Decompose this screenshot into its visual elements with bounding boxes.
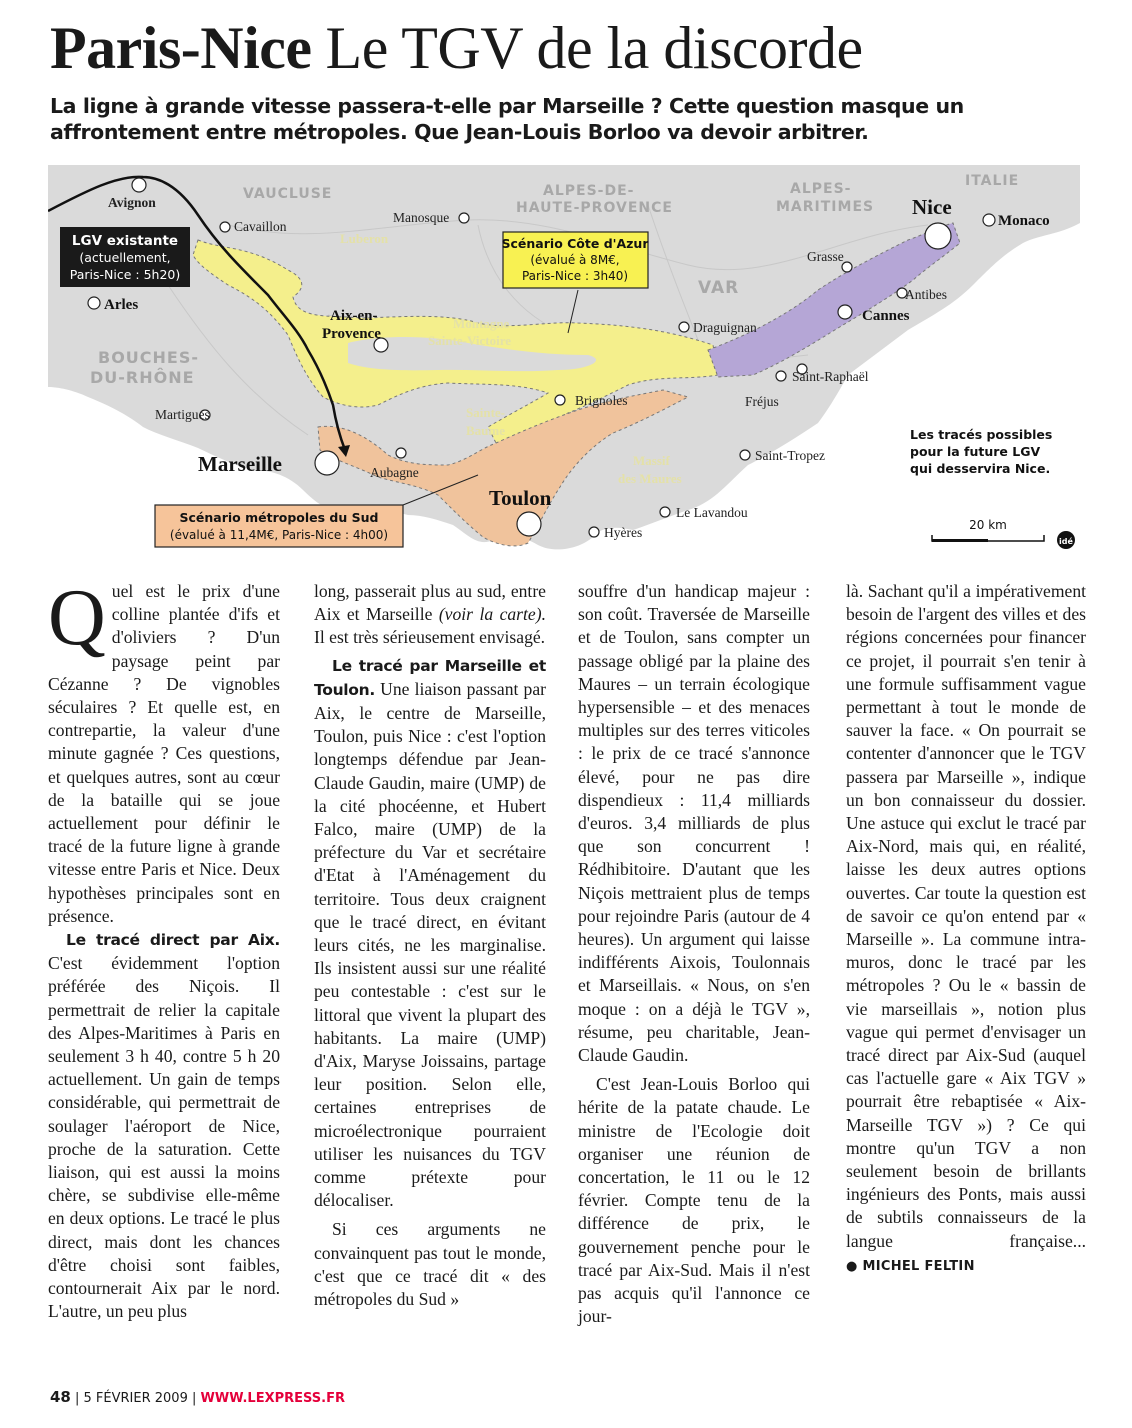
- region-bdr-2: DU-RHÔNE: [90, 368, 195, 387]
- marker-hyeres: [589, 527, 599, 537]
- lede: La ligne à grande vitesse passera-t-elle par Marseille ? Cette question masque un affrontement entre métropoles. Que Jean-Louis Borloo va devoir arbitrer.: [50, 94, 964, 144]
- relief-sainte-baume-1: Sainte-: [466, 405, 505, 420]
- map-caption-1: Les tracés possibles: [910, 427, 1053, 442]
- col2-paragraph-1c: Il est très sérieusement envisagé.: [314, 627, 546, 648]
- issue-date: 5 FÉVRIER 2009: [83, 1391, 188, 1406]
- region-alpes-hp-2: HAUTE-PROVENCE: [516, 200, 673, 216]
- label-aix-2: Provence: [322, 326, 381, 342]
- label-draguignan: Draguignan: [693, 320, 757, 335]
- label-toulon: Toulon: [489, 486, 552, 510]
- label-saintraphael: Saint-Raphaël: [792, 369, 869, 384]
- article-column-2: [314, 580, 546, 1311]
- marker-cavaillon: [220, 222, 230, 232]
- region-alpes-m-2: MARITIMES: [776, 199, 875, 215]
- legend-lgv-existante: [60, 227, 190, 287]
- marker-draguignan: [679, 322, 689, 332]
- label-marseille: Marseille: [198, 452, 282, 476]
- label-aix-1: Aix-en-: [330, 308, 378, 324]
- marker-frejus: [776, 371, 786, 381]
- marker-aubagne: [396, 448, 406, 458]
- marker-lavandou: [660, 507, 670, 517]
- marker-monaco: [983, 214, 995, 226]
- label-arles: Arles: [104, 297, 139, 313]
- region-vaucluse: VAUCLUSE: [243, 186, 333, 202]
- author-name: MICHEL FELTIN: [862, 1258, 975, 1274]
- marker-avignon: [132, 178, 146, 192]
- marker-cannes: [838, 305, 852, 319]
- col2-paragraph-2: Une liaison passant par Aix, le centre de Marseille, Toulon, puis Nice : c'est l'option longtemps défendue par Jean-Claude Gaudin, maire (UMP) de la cité phocéenne, et Hubert Falco, maire (UMP) de la préfecture du Var et secrétaire d'Etat à l'Aménagement du territoire. Tous deux craignent que le tracé direct, en évitant leurs cités, ne les marginalise. Ils insistent aussi sur une réalité peu contestable : c'est sur le littoral que vivent la plupart des habitants. La maire (UMP) d'Aix, Maryse Joissains, partage leur position. Selon elle, certaines entreprises de microélectronique pourraient utiliser les nuisances du TGV comme prétexte pour délocaliser.: [314, 678, 546, 1211]
- col2-paragraph-3: Si ces arguments ne convainquent pas tout le monde, c'est que ce tracé dit « des métropoles du Sud »: [314, 1219, 546, 1310]
- marker-manosque: [459, 213, 469, 223]
- region-bdr-1: BOUCHES-: [98, 348, 200, 367]
- relief-sainte-victoire-1: Montagne: [453, 316, 510, 331]
- lgv-title: LGV existante: [71, 233, 179, 249]
- marker-nice: [925, 223, 951, 249]
- label-avignon: Avignon: [108, 195, 156, 210]
- article-body: [48, 574, 1088, 1400]
- label-manosque: Manosque: [393, 210, 450, 225]
- cote-line2: Paris-Nice : 3h40): [521, 269, 629, 283]
- label-brignoles: Brignoles: [575, 393, 628, 408]
- headline-part2: Le TGV de la discorde: [325, 15, 863, 81]
- relief-maures-1: Massif: [633, 453, 670, 468]
- cote-title: Scénario Côte d'Azur: [501, 236, 649, 251]
- article-column-1: [48, 574, 280, 1324]
- marker-brignoles: [555, 395, 565, 405]
- map-caption-2: pour la future LGV: [910, 444, 1041, 459]
- headline-part1: Paris-Nice: [50, 15, 312, 81]
- col3-paragraph-1: souffre d'un handicap majeur : son coût. Traversée de Marseille et de Toulon, sans compter un passage obligé par la plaine des Maures – un terrain écologique hypersensible – et des menaces multiples sur des terres viticoles : le prix de ce tracé s'annonce élevé, pour ne pas dire dispendieux : 11,4 milliards d'euros. 3,4 milliards de plus que son concurrent ! Rédhibitoire. D'autant que les Niçois mettraient plus de temps pour rejoindre Paris (autour de 4 heures). Un argument qui laisse indifférents Aixois, Toulonnais et Marseillais. « Nous, on s'en moque : on a déjà le TGV », résume, peu charitable, Jean-Claude Gaudin.: [578, 581, 810, 1066]
- relief-sainte-baume-2: Baume: [466, 423, 505, 438]
- dropcap: Q: [48, 574, 106, 662]
- website-link[interactable]: WWW.LEXPRESS.FR: [200, 1391, 345, 1406]
- map-caption-3: qui desservira Nice.: [910, 461, 1051, 476]
- label-sainttropez: Saint-Tropez: [755, 448, 825, 463]
- marker-marseille: [315, 451, 339, 475]
- headline: [50, 15, 863, 81]
- label-frejus: Fréjus: [745, 394, 779, 409]
- col3-paragraph-2: C'est Jean-Louis Borloo qui hérite de la patate chaude. Le ministre de l'Ecologie doit organiser une réunion de concertation, le 11 ou le 12 février. Compte tenu de la différence de prix, le gouvernement penche pour le tracé par Aix-Sud. Mais il n'est pas acquis qu'il l'annonce ce jour-: [578, 1074, 810, 1327]
- region-italie: ITALIE: [965, 173, 1020, 189]
- region-alpes-hp-1: ALPES-DE-: [543, 183, 635, 199]
- marker-toulon: [517, 512, 541, 536]
- relief-luberon: Luberon: [340, 231, 389, 246]
- subhead-trace-marseille: Le tracé par Marseille et Toulon.: [314, 656, 546, 699]
- lgv-line2: Paris-Nice : 5h20): [69, 267, 181, 282]
- region-var: VAR: [698, 278, 740, 298]
- page-footer: 48 | 5 FÉVRIER 2009 | WWW.LEXPRESS.FR: [50, 1388, 345, 1406]
- label-hyeres: Hyères: [604, 525, 643, 540]
- author-byline: ● MICHEL FELTIN: [846, 1258, 975, 1274]
- label-grasse: Grasse: [807, 249, 844, 264]
- col1-paragraph-2: C'est évidemment l'option préférée des Niçois. Il permettrait de relier la capitale des Alpes-Maritimes à Paris en seulement 3 h 40, contre 5 h 20 actuellement. Un gain de temps considérable, qui permettrait de soulager l'aéroport de Nice, proche de la saturation. Cette liaison, qui est aussi la moins chère, se subdivise elle-même en deux options. Le tracé le plus direct, mais dont les chances d'être choisi sont faibles, contournerait Aix par le nord. L'autre, un peu plus: [48, 953, 280, 1322]
- marker-sainttropez: [740, 450, 750, 460]
- relief-sainte-victoire-2: Sainte-Victoire: [428, 333, 512, 348]
- lgv-line1: (actuellement,: [79, 250, 171, 265]
- route-map: [48, 165, 1080, 563]
- col2-see-map: (voir la carte).: [438, 604, 546, 625]
- article-column-3: [578, 580, 810, 1329]
- label-cannes: Cannes: [862, 308, 910, 324]
- col4-paragraph-1: là. Sachant qu'il a impérativement besoin de l'argent des villes et des régions concernées pour financer ce projet, il pourrait s'en tenir à une formule suffisamment vague permettant à tout le monde de sauver la face. « On pourrait se contenter d'annoncer que le TGV passera par Marseille », indique un bon connaisseur du dossier. Une astuce qui exclut le tracé par Aix-Nord, mais qui, en réalité, laisse les deux autres options ouvertes. Car toute la question est de savoir ce qu'on entend par « Marseille ». La commune intra-muros, donc le tracé par les métropoles ? Ou le « bassin de vie marseillais », notion plus vague qui permet d'envisager un tracé direct par Aix-Sud (auquel cas l'actuelle gare « Aix TGV » pourrait être rebaptisée « Aix-Marseille TGV ») ? Ce qui montre qu'un TGV a non seulement besoin de brillants ingénieurs des Ponts, mais aussi de subtils connaisseurs de la langue française...: [846, 581, 1086, 1251]
- subhead-trace-direct: Le tracé direct par Aix.: [66, 931, 280, 950]
- credit-text: idé: [1059, 537, 1073, 546]
- col2-paragraph-1a: long, passerait plus au sud, entre Aix et Marseille: [314, 581, 546, 625]
- cote-line1: (évalué à 8M€,: [530, 253, 620, 267]
- label-nice: Nice: [912, 195, 952, 219]
- metro-line1: (évalué à 11,4M€, Paris-Nice : 4h00): [169, 528, 389, 542]
- col1-paragraph-1: uel est le prix d'une colline plantée d'ifs et d'oliviers ? D'un paysage peint par Cézanne ? De vignobles séculaires ? Et quelle est, en contrepartie, la valeur d'une minute gagnée ? Ces questions, et quelques autres, sont au cœur de la bataille qui se joue actuellement pour définir le tracé de la future ligne à grande vitesse entre Paris et Nice. Deux hypothèses principales sont en présence.: [48, 581, 280, 926]
- article-column-4: [846, 580, 1086, 1278]
- region-alpes-m-1: ALPES-: [790, 181, 852, 197]
- page-number: 48: [50, 1388, 71, 1406]
- label-aubagne: Aubagne: [370, 465, 419, 480]
- metro-title: Scénario métropoles du Sud: [179, 510, 379, 525]
- label-cavaillon: Cavaillon: [234, 219, 287, 234]
- relief-maures-2: des Maures: [618, 471, 682, 486]
- label-martigues: Martigues: [155, 407, 210, 422]
- label-lavandou: Le Lavandou: [676, 505, 748, 520]
- label-monaco: Monaco: [998, 213, 1050, 229]
- marker-arles: [88, 297, 100, 309]
- label-antibes: Antibes: [905, 287, 947, 302]
- scale-label: 20 km: [969, 518, 1007, 532]
